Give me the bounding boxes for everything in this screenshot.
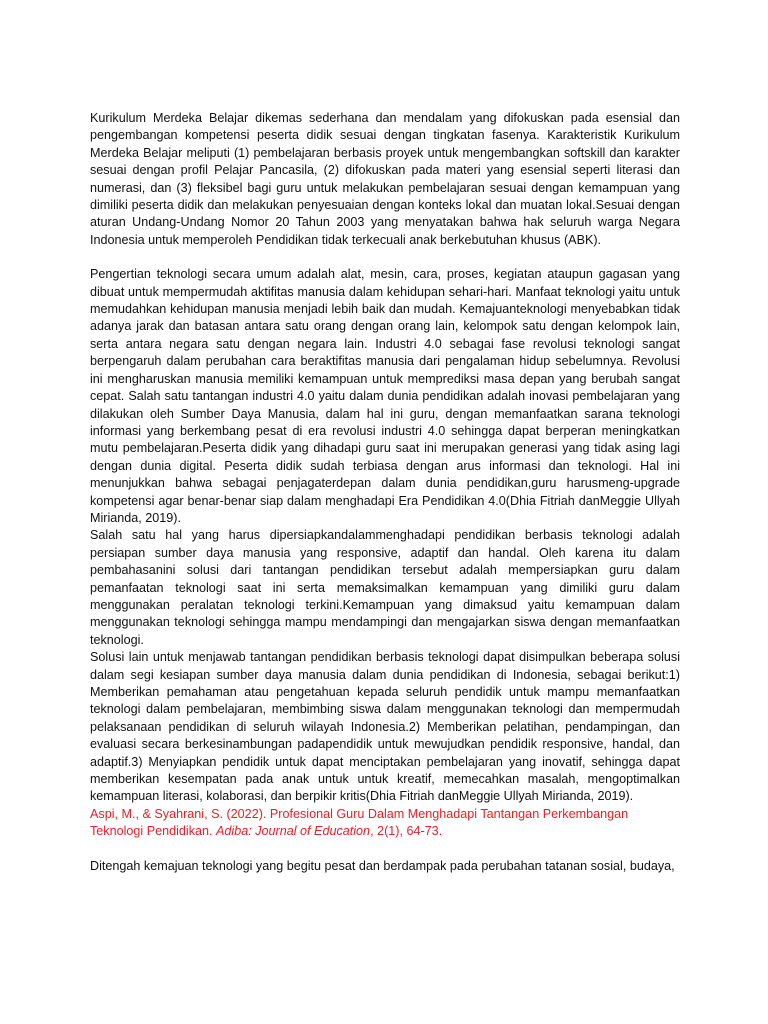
paragraph-closing: Ditengah kemajuan teknologi yang begitu pesat dan berdampak pada perubahan tatanan sosial, budaya, bbox=[90, 858, 675, 873]
paragraph-solusi-lain: Solusi lain untuk menjawab tantangan pendidikan berbasis teknologi dapat disimpulkan beberapa solusi dalam segi kesiapan sumber daya manusia dalam dunia pendidikan di Indonesia, sebagai berikut:1) Memberikan pemahaman atau pengetahuan kepada seluruh pendidik untuk mampu memanfaatkan teknologi dalam pembelajaran, membimbing siswa dalam menggunakan teknologi dan mempermudah pelaksanaan pendidikan di seluruh wilayah Indonesia.2) Memberikan pelatihan, pendampingan, dan evaluasi secara berkesinambungan padapendidik untuk mewujudkan pendidik responsive, handal, dan adaptif.3) Menyiapkan pendidik untuk dapat menciptakan pembelajaran yang inovatif, sehingga dapat memberikan kesempatan pada anak untuk untuk kreatif, memecahkan masalah, mengoptimalkan kemampuan literasi, kolaborasi, dan berpikir kritis(Dhia Fitriah danMeggie Ullyah Mirianda, 2019). bbox=[90, 650, 680, 804]
paragraph-spacer bbox=[90, 841, 680, 858]
reference-authors-title: Aspi, M., & Syahrani, S. (2022). Profesional Guru Dalam Menghadapi Tantangan Perkembangan Teknologi Pendidikan. bbox=[90, 806, 629, 839]
reference-journal: Adiba: Journal of Education bbox=[216, 824, 371, 839]
document-page bbox=[90, 110, 680, 875]
reference-citation bbox=[90, 806, 680, 841]
paragraph-kurikulum-merdeka: Kurikulum Merdeka Belajar dikemas sederhana dan mendalam yang difokuskan pada esensial dan pengembangan kompetensi peserta didik sesuai dengan tingkatan fasenya. Karakteristik Kurikulum Merdeka Belajar meliputi (1) pembelajaran berbasis proyek untuk mengembangkan softskill dan karakter sesuai dengan profil Pelajar Pancasila, (2) difokuskan pada materi yang esensial seperti literasi dan numerasi, dan (3) fleksibel bagi guru untuk melakukan pembelajaran sesuai dengan kemampuan yang dimiliki peserta didik dan melakukan penyesuaian dengan konteks lokal dan muatan lokal.Sesuai dengan aturan Undang-Undang Nomor 20 Tahun 2003 yang menyatakan bahwa hak seluruh warga Negara Indonesia untuk memperoleh Pendidikan tidak terkecuali anak berkebutuhan khusus (ABK). bbox=[90, 111, 680, 247]
paragraph-persiapan-sdm: Salah satu hal yang harus dipersiapkandalammenghadapi pendidikan berbasis teknologi adalah persiapan sumber daya manusia yang responsive, adaptif dan handal. Oleh karena itu dalam pembahasanini solusi dari tantangan pendidikan tersebut adalah mempersiapkan guru dalam pemanfaatan teknologi saat ini serta memaksimalkan kemampuan yang dimiliki guru dalam menggunakan peralatan teknologi terkini.Kemampuan yang dimaksud yaitu kemampuan dalam menggunakan teknologi sehingga mampu mendampingi dan mengajarkan siswa dengan memanfaatkan teknologi. bbox=[90, 528, 680, 647]
paragraph-pengertian-teknologi: Pengertian teknologi secara umum adalah alat, mesin, cara, proses, kegiatan ataupun gagasan yang dibuat untuk mempermudah aktifitas manusia dalam kehidupan sehari-hari. Manfaat teknologi yaitu untuk memudahkan kehidupan manusia menjadi lebih baik dan mudah. Kemajuanteknologi menyebabkan tidak adanya jarak dan batasan antara satu orang dengan orang lain, kelompok satu dengan kelompok lain, serta antara negara satu dengan negara lain. Industri 4.0 sebagai fase revolusi teknologi sangat berpengaruh dalam perubahan cara beraktifitas manusia dari pengalaman hidup sebelumnya. Revolusi ini mengharuskan manusia memiliki kemampuan untuk memprediksi masa depan yang berubah sangat cepat. Salah satu tantangan industri 4.0 yaitu dalam dunia pendidikan adalah inovasi pembelajaran yang dilakukan oleh Sumber Daya Manusia, dalam hal ini guru, dengan memanfaatkan sarana teknologi informasi yang berkembang pesat di era revolusi industri 4.0 sehingga dapat berperan meningkatkan mutu pembelajaran.Peserta didik yang dihadapi guru saat ini merupakan generasi yang tidak asing lagi dengan dunia digital. Peserta didik sudah terbiasa dengan arus informasi dan teknologi. Hal ini menunjukkan bahwa sebagai penjagaterdepan dalam dunia pendidikan,guru harusmeng-upgrade kompetensi agar benar-benar siap dalam menghadapi Era Pendidikan 4.0(Dhia Fitriah danMeggie Ullyah Mirianda, 2019). bbox=[90, 267, 680, 525]
paragraph-spacer bbox=[90, 249, 680, 266]
reference-details: , 2(1), 64-73. bbox=[370, 824, 443, 839]
